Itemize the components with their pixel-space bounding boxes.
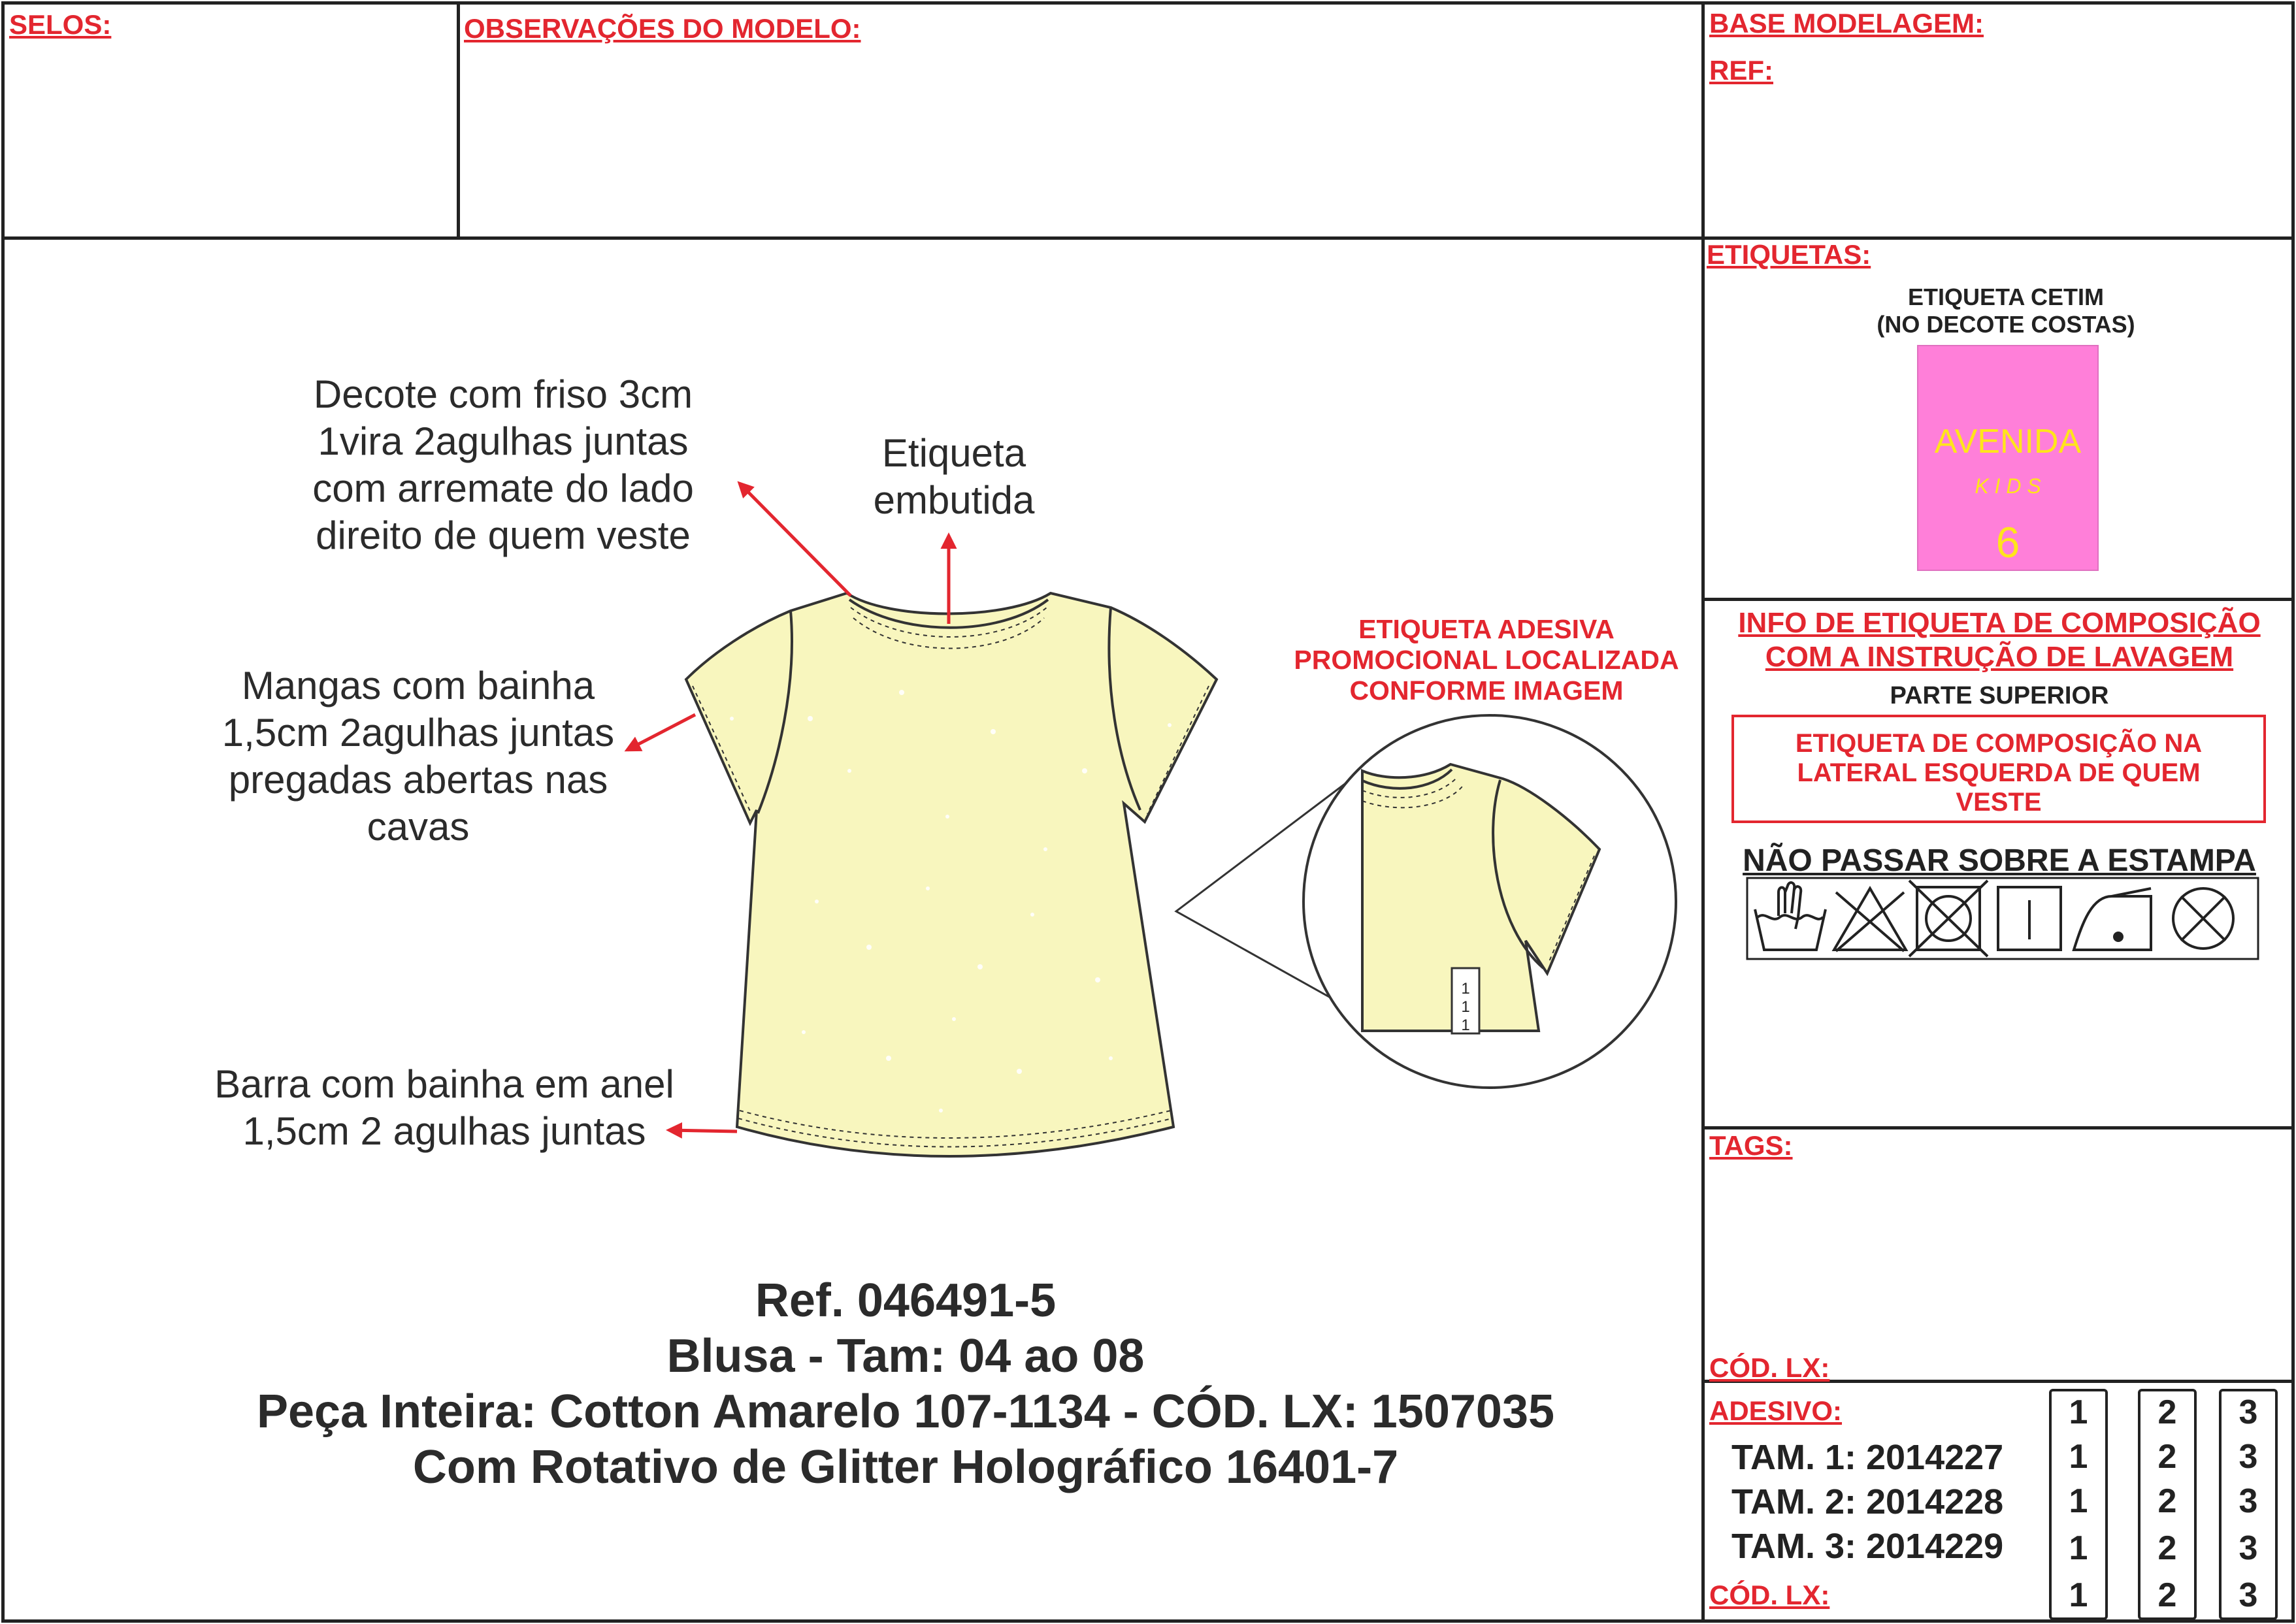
observacoes-label: OBSERVAÇÕES DO MODELO: xyxy=(464,13,861,44)
adesivo-label: ADESIVO: xyxy=(1709,1395,1843,1426)
selos-label: SELOS: xyxy=(9,9,112,40)
base-modelagem-label: BASE MODELAGEM: xyxy=(1709,8,1984,39)
etiqueta-embutida-note: Etiqueta embutida xyxy=(873,431,1035,522)
label-sub: K I D S xyxy=(1975,474,2041,498)
adesivo-num: 3 xyxy=(2239,1482,2258,1520)
decote-note: Decote com friso 3cm 1vira 2agulhas juntas com arremate do lado direito de quem veste xyxy=(312,372,694,557)
right-divider-2 xyxy=(1701,598,2295,601)
adesivo-num: 1 xyxy=(2069,1393,2088,1431)
composicao-title: INFO DE ETIQUETA DE COMPOSIÇÃO COM A INSTRUÇÃO DE LAVAGEM xyxy=(1738,607,2261,673)
product-fabric: Peça Inteira: Cotton Amarelo 107-1134 - CÓD. LX: 1507035 xyxy=(256,1386,1555,1438)
adesivo-num: 2 xyxy=(2157,1482,2177,1520)
product-type: Blusa - Tam: 04 ao 08 xyxy=(666,1330,1145,1382)
adesivo-row-3: TAM. 3: 2014229 xyxy=(1731,1527,2004,1566)
product-ref: Ref. 046491-5 xyxy=(755,1275,1057,1327)
adesivo-num: 2 xyxy=(2157,1438,2177,1476)
care-icons xyxy=(1746,877,2259,960)
composicao-box: ETIQUETA DE COMPOSIÇÃO NA LATERAL ESQUERDA DE QUEM VESTE xyxy=(1731,715,2266,823)
warning-text: NÃO PASSAR SOBRE A ESTAMPA xyxy=(1743,843,2256,878)
label-brand: AVENIDA xyxy=(1934,423,2082,461)
cetim-label xyxy=(1917,345,2099,571)
ref-label: REF: xyxy=(1709,55,1773,86)
adesivo-cod-lx: CÓD. LX: xyxy=(1709,1580,1830,1610)
adesivo-num: 1 xyxy=(2069,1438,2088,1476)
tags-cod-lx: CÓD. LX: xyxy=(1709,1352,1830,1383)
mangas-note: Mangas com bainha 1,5cm 2agulhas juntas pregadas abertas nas cavas xyxy=(221,664,615,849)
label-size: 6 xyxy=(1995,518,2020,566)
adesivo-num: 1 xyxy=(2069,1576,2088,1614)
adesivo-num: 2 xyxy=(2157,1393,2177,1431)
adesivo-num: 1 xyxy=(2069,1482,2088,1520)
etiquetas-label: ETIQUETAS: xyxy=(1707,239,1871,270)
adesivo-num: 3 xyxy=(2239,1576,2258,1614)
adesivo-num: 2 xyxy=(2157,1529,2177,1567)
adesivo-row-1: TAM. 1: 2014227 xyxy=(1731,1438,2004,1477)
product-print: Com Rotativo de Glitter Holográfico 16401-7 xyxy=(412,1441,1399,1493)
adesivo-num: 1 xyxy=(2069,1529,2088,1567)
adesivo-num: 3 xyxy=(2239,1393,2258,1431)
adesivo-row-2: TAM. 2: 2014228 xyxy=(1731,1482,2004,1521)
cetim-caption: ETIQUETA CETIM (NO DECOTE COSTAS) xyxy=(1877,284,2135,338)
right-divider-3 xyxy=(1701,1126,2295,1129)
tags-label: TAGS: xyxy=(1709,1130,1793,1161)
adesivo-num: 3 xyxy=(2239,1438,2258,1476)
tshirt-front xyxy=(686,593,1217,1156)
adesiva-note: ETIQUETA ADESIVA PROMOCIONAL LOCALIZADA CONFORME IMAGEM xyxy=(1294,614,1679,706)
sticker-digits: 1 1 1 xyxy=(1461,980,1470,1034)
adesivo-num: 3 xyxy=(2239,1529,2258,1567)
parte-superior: PARTE SUPERIOR xyxy=(1890,682,2109,709)
barra-note: Barra com bainha em anel 1,5cm 2 agulhas juntas xyxy=(214,1062,674,1153)
adesivo-num: 2 xyxy=(2157,1576,2177,1614)
